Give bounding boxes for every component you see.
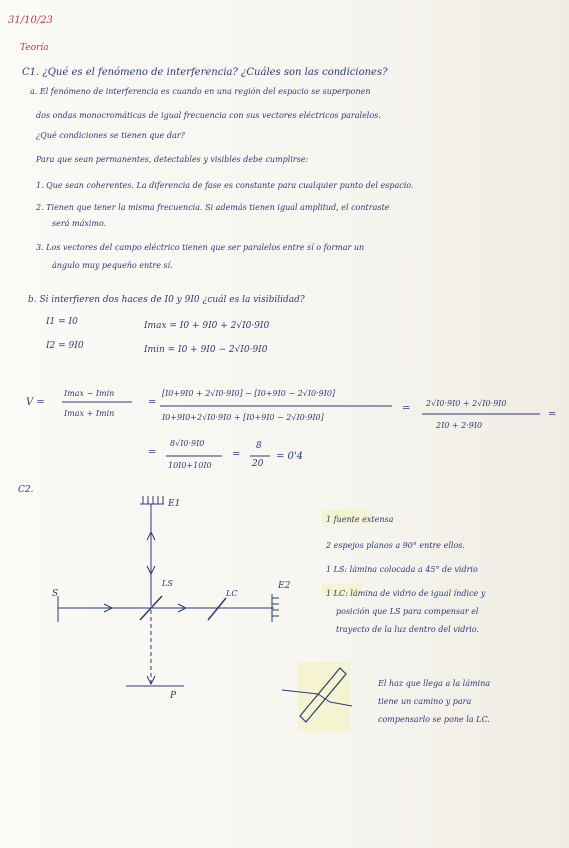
glass-plate-sketch [300,668,346,722]
label-ls: LS [162,579,173,588]
v-step2-numerator: 2√I0·9I0 + 2√I0·9I0 [426,399,507,408]
q1-a-line3: ¿Qué condiciones se tienen que dar? [36,131,185,140]
note-2: 2 espejos planos a 90° entre ellos. [326,541,465,550]
v-result: = 0'4 [276,451,304,462]
v-lhs: V = [26,397,45,408]
label-e1: E1 [168,499,181,509]
q1-b-line: b. Si interfieren dos haces de I0 y 9I0 ¿cuál es la visibilidad? [28,295,305,305]
q2-label: C2. [18,485,34,495]
v-denominator: Imax + Imin [64,409,115,418]
intensity-2: I2 = 9I0 [46,341,84,351]
explain-1: El haz que llega a la lámina [378,679,491,688]
v-step4-numerator: 8 [256,441,262,451]
condition-2b: será máximo. [52,219,107,228]
v-step1-denominator: I0+9I0+2√I0·9I0 + [I0+9I0 − 2√I0·9I0] [162,413,324,422]
q1-a-line2: dos ondas monocromáticas de igual frecuencia con sus vectores eléctricos paralelos. [36,111,381,120]
v-step2-denominator: 2I0 + 2·9I0 [436,421,483,430]
v-step1-numerator: [I0+9I0 + 2√I0·9I0] − [I0+9I0 − 2√I0·9I0] [162,389,336,398]
condition-3a: 3. Los vectores del campo eléctrico tienen que ser paralelos entre sí o formar un [36,243,365,252]
condition-1: 1. Que sean coherentes. La diferencia de fase es constante para cualquier punto del espacio. [36,181,414,190]
v-numerator: Imax − Imin [64,389,115,398]
q1-question: C1. ¿Qué es el fenómeno de interferencia? ¿Cuáles son las condiciones? [22,67,388,78]
date: 31/10/23 [8,15,53,26]
note-1: 1 fuente extensa [326,515,394,524]
label-e2: E2 [278,581,291,591]
incident-ray [282,690,318,694]
label-p: P [170,691,177,701]
v-step3-numerator: 8√I0·9I0 [170,439,205,448]
imax-formula: Imax = I0 + 9I0 + 2√I0·9I0 [144,321,270,331]
note-3: 1 LS: lámina colocada a 45° de vidrio [326,565,478,574]
compensator-lc [208,598,226,620]
intensity-1: I1 = I0 [46,317,78,327]
explain-3: compensarlo se pone la LC. [378,715,490,724]
q1-a-line1: a. El fenómeno de interferencia es cuando en una región del espacio se superponen [30,87,371,96]
imin-formula: Imin = I0 + 9I0 − 2√I0·9I0 [144,345,268,355]
condition-3b: ángulo muy pequeño entre sí. [52,261,173,270]
section-title: Teoría [20,43,49,53]
v-step3-denominator: 10I0+10I0 [168,461,212,470]
note-5: posición que LS para compensar el [336,607,479,616]
label-s: S [52,589,59,599]
v-step4-denominator: 20 [252,459,264,469]
condition-2a: 2. Tienen que tener la misma frecuencia. Si además tienen igual amplitud, el contraste [36,203,390,212]
note-6: trayecto de la luz dentro del vidrio. [336,625,480,634]
notebook-page: 31/10/23 Teoría C1. ¿Qué es el fenómeno de interferencia? ¿Cuáles son las condiciones? a. El fenómeno de interferencia es cuando en una región del espacio se superponen dos ondas monocromáticas de igual frecuencia con sus vectores eléctricos paralelos. ¿Qué condiciones se tienen que dar? Para que sean permanentes, detectables y visibles debe cumplirse: 1. Que sean coherentes. La diferencia de fase es constante para cualquier punto del espacio. 2. Tienen que tener la misma frecuencia. Si además tienen igual amplitud, el contraste será máximo. 3. Los vectores del campo eléctrico tienen que ser paralelos entre sí o formar un ángulo muy pequeño entre sí. b. Si interfieren dos haces de I0 y 9I0 ¿cuál es la visibilidad? I1 = I0 I2 = 9I0 Imax = I0 + 9I0 + 2√I0·9I0 Imin = I0 + 9I0 − 2√I0·9I0 V = Imax − Imin Imax + Imin = [I0+9I0 + 2√I0·9I0] − [I0+9I0 − 2√I0·9I0] I0+9I0+2√I0·9I0 + [I0+9I0 − 2√I0·9I0] = 2√I0·9I0 + 2√I0·9I0 2I0 + 2·9I0 = = 8√I0·9I0 10I0+10I0 = 8 20 = 0'4 C2. E1 E2 LS LC S P 1 fuente extensa 2 espejos planos a 90° entre ellos. 1 LS: lámina colocada a 45° de vidrio 1 LC: lámina de vidrio de igual índice y posición que LS para compensar el trayecto de la luz dentro del vidrio. El haz que llega a la lámina tiene un camino y para compensarlo se pone la LC. [0,0,569,848]
note-4: 1 LC: lámina de vidrio de igual índice y [326,589,486,598]
label-lc: LC [226,589,238,598]
explain-2: tiene un camino y para [378,697,472,706]
q1-a-line4: Para que sean permanentes, detectables y visibles debe cumplirse: [36,155,309,164]
